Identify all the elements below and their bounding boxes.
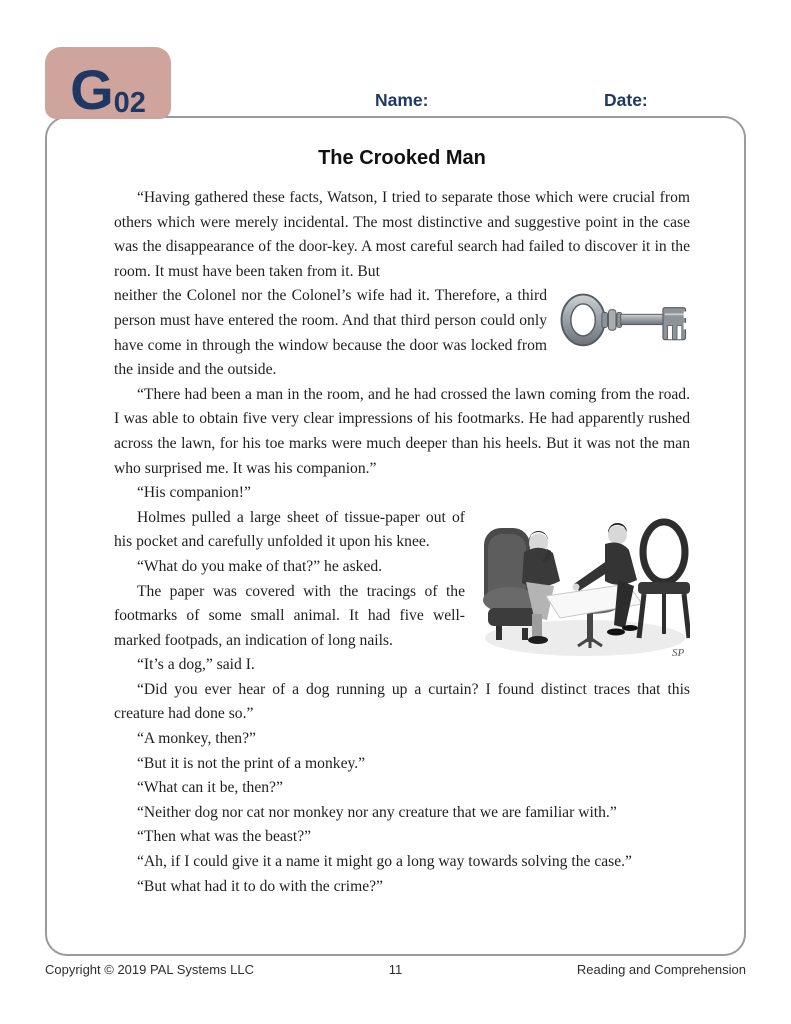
paragraphs-with-illustration — [114, 506, 690, 678]
paragraph: “Having gathered these facts, Watson, I tried to separate those which were crucial from others which were merely incidental. The most distinctive and suggestive point in the case was the disappearance of the door-key. A most careful search had failed to discover it in the room. It must have been taken from it. But — [114, 189, 690, 280]
holmes-watson-illustration — [480, 508, 690, 660]
paragraph: neither the Colonel nor the Colonel’s wife had it. Therefore, a third person must have entered the room. And that third person could only have come in through the window because the door was locked from the inside and the outside. — [114, 287, 547, 379]
badge-number: 02 — [113, 86, 146, 119]
paragraph: “What do you make of that?” he asked. — [137, 557, 383, 575]
page-number: 11 — [388, 962, 403, 977]
series-title: Reading and Comprehension — [576, 962, 746, 977]
paragraph: The paper was covered with the tracings of the footmarks of some small animal. It had five well-marked footpads, an indication of long nails. — [114, 582, 465, 649]
page-footer — [45, 962, 746, 977]
svg-text:SP: SP — [672, 646, 685, 659]
paragraph: “But what had it to do with the crime?” — [137, 877, 383, 895]
date-label: Date: — [604, 90, 648, 110]
paragraph: “Then what was the beast?” — [137, 828, 312, 846]
paragraph: “His companion!” — [137, 484, 251, 502]
badge-letter: G — [70, 58, 113, 122]
paragraph: “There had been a man in the room, and he had crossed the lawn coming from the road. I was able to obtain five very clear impressions of his footmarks. He had apparently rushed across the lawn, for his toe marks were much deeper than his heels. But it was not the man who surprised me. It was his companion.” — [114, 385, 690, 477]
paragraph: “Ah, if I could give it a name it might go a long way towards solving the case.” — [137, 853, 632, 871]
paragraph: “It’s a dog,” said I. — [137, 656, 255, 674]
grade-level-badge — [45, 47, 171, 122]
paragraph: “A monkey, then?” — [137, 730, 256, 748]
worksheet-content-box — [45, 116, 746, 956]
paragraph-with-key — [114, 284, 690, 382]
key-illustration — [557, 288, 690, 350]
copyright-text: Copyright © 2019 PAL Systems LLC — [45, 962, 255, 977]
paragraph: “Did you ever hear of a dog running up a curtain? I found distinct traces that this creature had done so.” — [114, 680, 690, 723]
paragraph: “What can it be, then?” — [137, 779, 283, 797]
page-title: The Crooked Man — [318, 147, 486, 169]
name-label: Name: — [375, 90, 429, 110]
paragraph: Holmes pulled a large sheet of tissue-paper out of his pocket and carefully unfolded it upon his knee. — [114, 508, 465, 551]
paragraph: “But it is not the print of a monkey.” — [137, 754, 366, 772]
paragraph: “Neither dog nor cat nor monkey nor any creature that we are familiar with.” — [137, 803, 617, 821]
holmes-watson-drawing — [480, 508, 690, 660]
antique-key-icon — [557, 288, 690, 350]
